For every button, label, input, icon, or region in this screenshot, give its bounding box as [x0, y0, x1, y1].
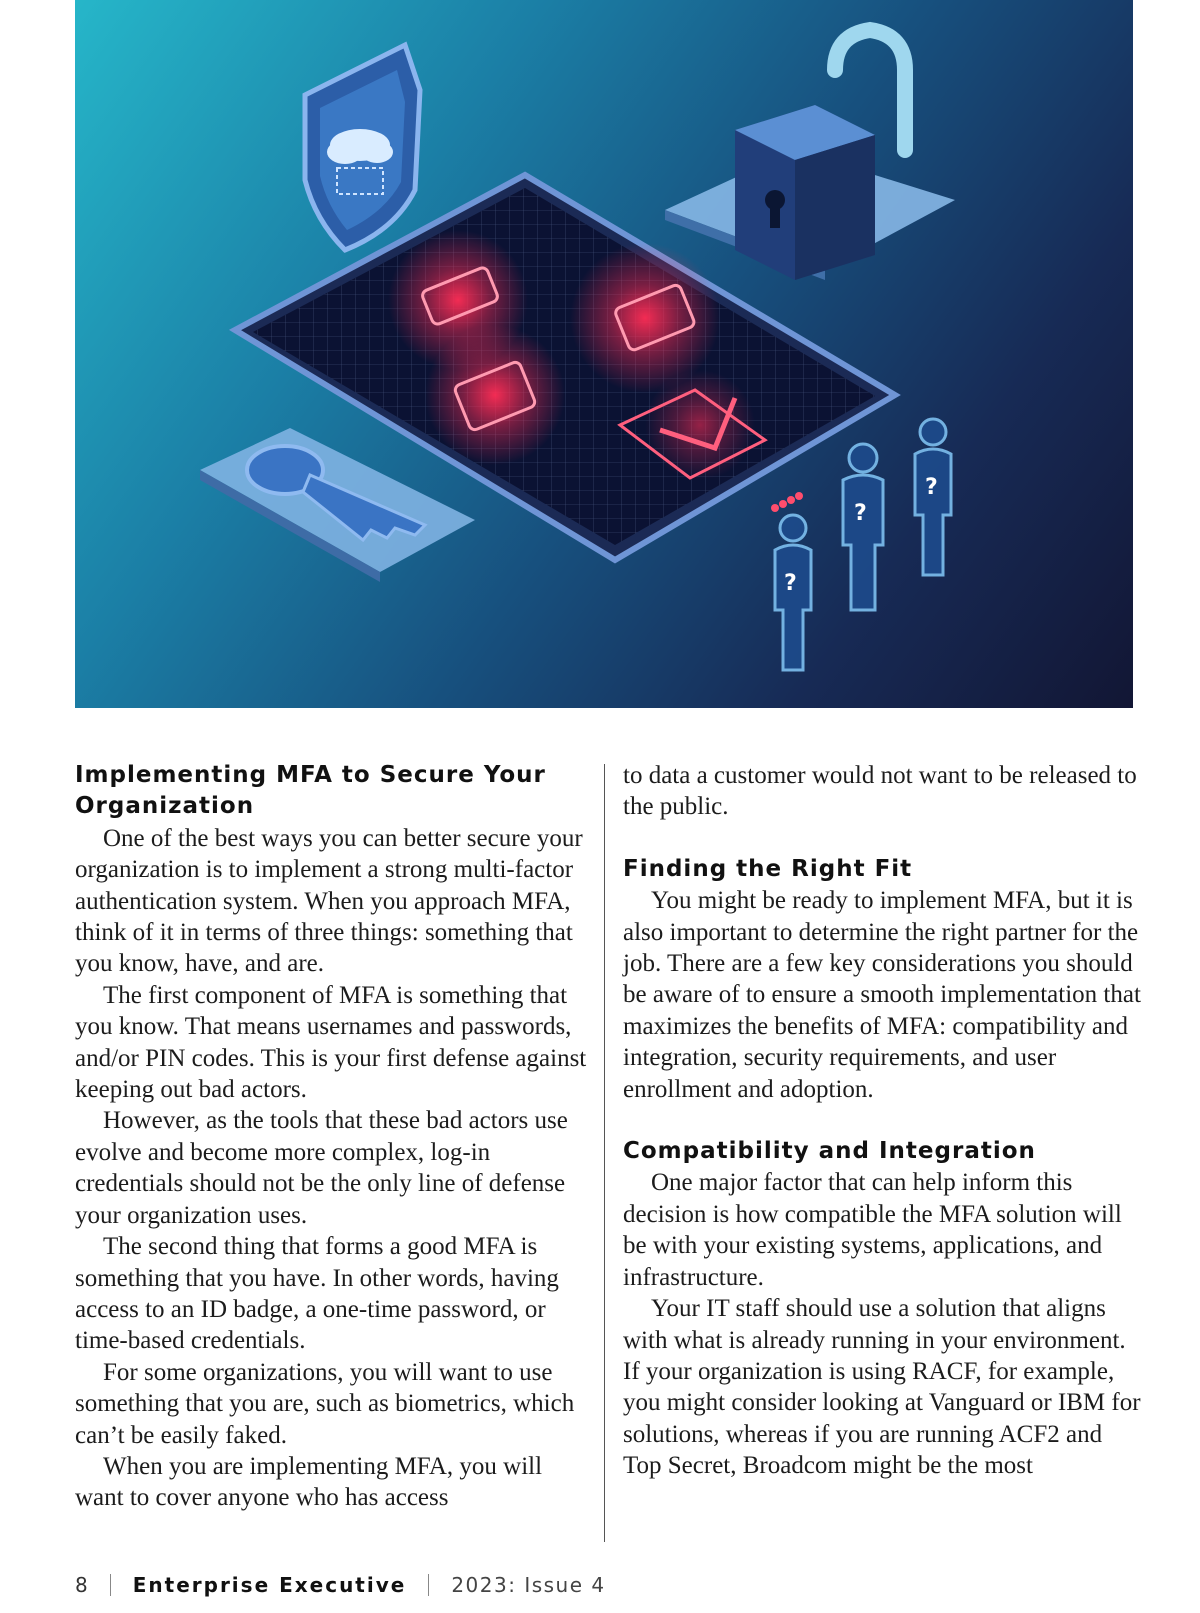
paragraph: When you are implementing MFA, you will want to cover anyone who has access [75, 1452, 543, 1512]
paragraph: The second thing that forms a good MFA is something that you have. In other words, having access to an ID badge, a one-time password, or time-based credentials. [75, 1233, 559, 1355]
footer-divider [428, 1574, 429, 1596]
section-heading-compatibility: Compatibility and Integration [623, 1138, 1036, 1165]
footer-divider [110, 1574, 111, 1596]
page-footer [75, 1570, 606, 1600]
paragraph: For some organizations, you will want to use something that you are, such as biometrics, which can’t be easily faked. [75, 1358, 575, 1449]
paragraph: The first component of MFA is something that you know. That means usernames and passwords, and/or PIN codes. This is your first defense against keeping out bad actors. [75, 981, 587, 1104]
question-mark-1: ? [784, 571, 797, 596]
question-mark-2: ? [854, 501, 867, 526]
paragraph-continuation: to data a customer would not want to be released to the public. [623, 762, 1137, 821]
paragraph: Your IT staff should use a solution that aligns with what is already running in your environment. If your organization is using RACF, for example, you might consider looking at Vanguard or IBM for solutions, whereas if you are running ACF2 and Top Secret, Broadcom might be the most [623, 1295, 1141, 1480]
paragraph: However, as the tools that these bad actors use evolve and become more complex, log-in credentials should not be the only line of defense your organization uses. [75, 1107, 568, 1229]
paragraph: You might be ready to implement MFA, but it is also important to determine the right partner for the job. There are a few key considerations you should be aware of to ensure a smooth implementation that maximizes the benefits of MFA: compatibility and integration, security requirements, and user enrollment and adoption. [623, 887, 1141, 1103]
question-mark-3: ? [925, 475, 938, 500]
security-illustration [75, 0, 1133, 708]
shield-cloud-icon [305, 45, 420, 250]
person-question-icon [775, 419, 951, 670]
left-column [75, 760, 595, 1514]
section-heading-finding-fit: Finding the Right Fit [623, 855, 913, 882]
paragraph: One of the best ways you can better secure your organization is to implement a strong multi-factor authentication system. When you approach MFA, think of it in terms of three things: something that you know, have, and are. [75, 824, 583, 978]
column-divider [604, 764, 605, 1542]
padlock-open-icon [665, 30, 955, 280]
magazine-name: Enterprise Executive [132, 1573, 407, 1597]
issue-label: 2023: Issue 4 [451, 1573, 606, 1597]
right-column [623, 760, 1143, 1482]
section-heading-implementing-mfa: Implementing MFA to Secure Your Organization [75, 762, 546, 820]
paragraph: One major factor that can help inform this decision is how compatible the MFA solution will be with your existing systems, applications, and infrastructure. [623, 1169, 1122, 1291]
hero-illustration [75, 0, 1133, 708]
page-number: 8 [75, 1573, 88, 1597]
